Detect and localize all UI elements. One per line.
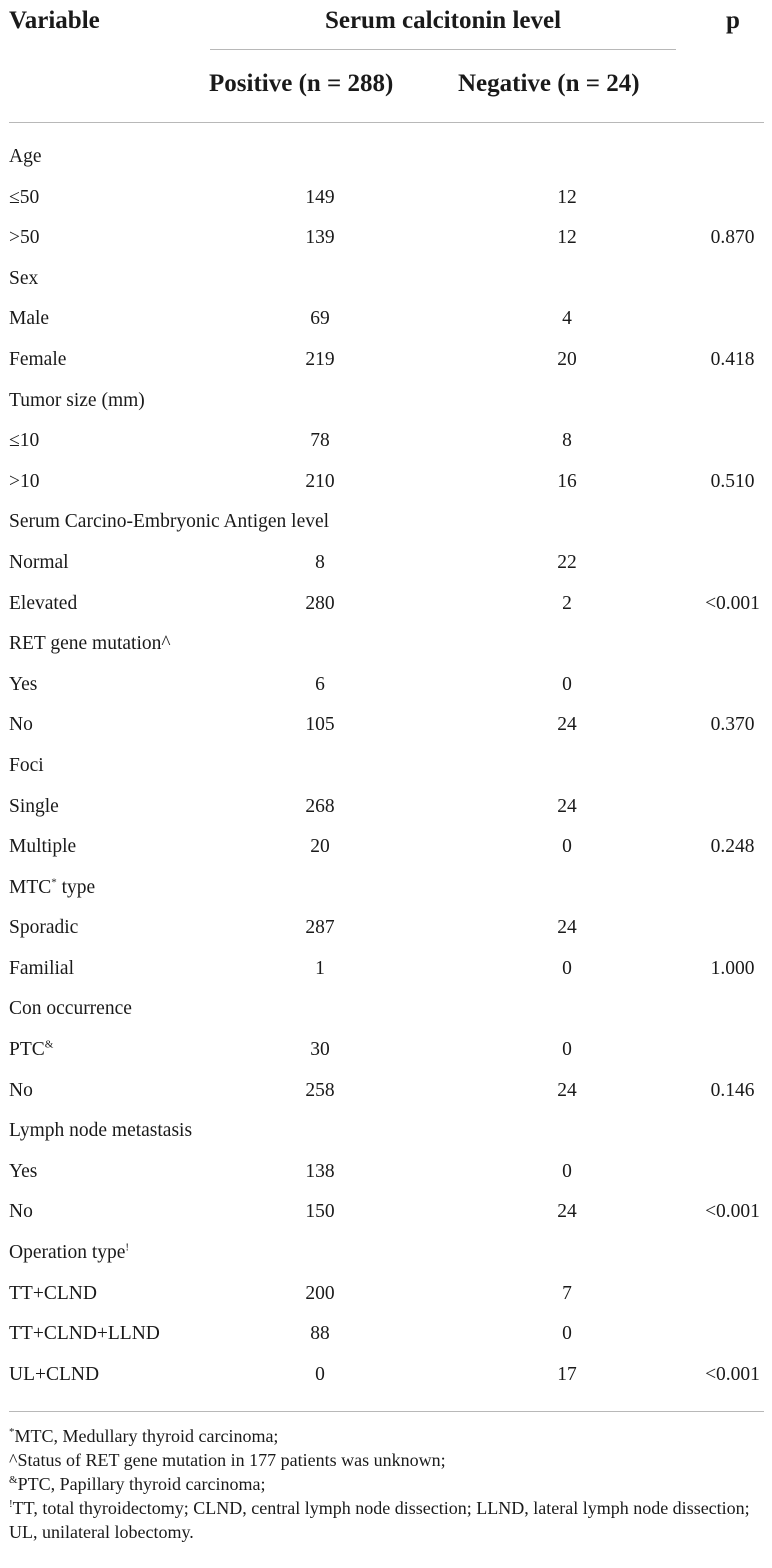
p-value: 0.248 xyxy=(710,836,755,858)
p-value: <0.001 xyxy=(705,1363,760,1385)
table-row xyxy=(0,1151,772,1192)
row-label xyxy=(9,1160,37,1184)
row-label xyxy=(9,754,44,778)
table-row xyxy=(0,664,772,705)
table-row xyxy=(0,461,772,502)
header-positive: Positive (n = 288) xyxy=(209,70,394,97)
positive-count: 1 xyxy=(315,957,325,979)
row-label xyxy=(9,795,59,819)
table-row xyxy=(0,1029,772,1070)
table-row xyxy=(0,258,772,299)
row-label xyxy=(9,673,37,697)
row-label-text: Tumor size (mm) xyxy=(9,389,145,411)
row-label xyxy=(9,997,132,1021)
footnote-marker: ! xyxy=(9,1498,13,1510)
row-label-text: Lymph node metastasis xyxy=(9,1120,193,1142)
table-row xyxy=(0,501,772,542)
p-value: 0.870 xyxy=(710,227,755,249)
footnote xyxy=(9,1424,767,1448)
negative-count: 0 xyxy=(562,1323,572,1345)
row-label-text: TT+CLND xyxy=(9,1282,97,1304)
row-label-text: RET gene mutation^ xyxy=(9,633,171,655)
footnote xyxy=(9,1472,767,1496)
positive-count: 139 xyxy=(305,227,335,249)
row-label-text: Serum Carcino-Embryonic Antigen level xyxy=(9,511,330,533)
row-label xyxy=(9,348,66,372)
row-label xyxy=(9,1200,33,1224)
table-row xyxy=(0,1110,772,1151)
row-label xyxy=(9,1241,129,1265)
positive-count: 287 xyxy=(305,917,335,939)
p-value: <0.001 xyxy=(705,592,760,614)
row-label-text: ≤10 xyxy=(9,430,40,452)
negative-count: 0 xyxy=(562,673,572,695)
row-label-text: Elevated xyxy=(9,592,78,614)
table-row xyxy=(0,988,772,1029)
table-row xyxy=(0,948,772,989)
table-body xyxy=(0,136,772,1394)
footnote-marker: & xyxy=(9,1474,18,1486)
table-row xyxy=(0,136,772,177)
positive-count: 210 xyxy=(305,470,335,492)
positive-count: 6 xyxy=(315,673,325,695)
negative-count: 2 xyxy=(562,592,572,614)
negative-count: 17 xyxy=(557,1363,577,1385)
row-label-text: Yes xyxy=(9,1160,38,1182)
positive-count: 8 xyxy=(315,551,325,573)
footnote xyxy=(9,1448,767,1472)
header-divider xyxy=(9,122,764,123)
header-negative: Negative (n = 24) xyxy=(458,70,640,97)
row-label xyxy=(9,307,49,331)
footnote-text: MTC, Medullary thyroid carcinoma; xyxy=(14,1426,279,1446)
row-label xyxy=(9,551,69,575)
negative-count: 0 xyxy=(562,1039,572,1061)
footnote-text: Status of RET gene mutation in 177 patients was unknown; xyxy=(17,1450,446,1470)
footnote-marker: ^ xyxy=(9,1450,18,1470)
table-row xyxy=(0,826,772,867)
positive-count: 69 xyxy=(310,308,330,330)
row-label-text: MTC xyxy=(9,876,52,898)
positive-count: 280 xyxy=(305,592,335,614)
negative-count: 8 xyxy=(562,430,572,452)
negative-count: 22 xyxy=(557,551,577,573)
row-label-text: UL+CLND xyxy=(9,1363,100,1385)
negative-count: 0 xyxy=(562,836,572,858)
negative-count: 0 xyxy=(562,957,572,979)
negative-count: 24 xyxy=(557,917,577,939)
row-label-text: Single xyxy=(9,795,59,817)
row-label xyxy=(9,632,171,656)
row-label xyxy=(9,835,76,859)
positive-count: 78 xyxy=(310,430,330,452)
row-label xyxy=(9,510,329,534)
row-label-suffix: type xyxy=(56,876,96,898)
row-label xyxy=(9,429,39,453)
positive-count: 138 xyxy=(305,1160,335,1182)
row-label-text: Normal xyxy=(9,551,69,573)
row-label-text: >10 xyxy=(9,470,40,492)
table-row xyxy=(0,623,772,664)
table-row xyxy=(0,1313,772,1354)
table-row xyxy=(0,867,772,908)
table-row xyxy=(0,339,772,380)
table-row xyxy=(0,420,772,461)
table-row xyxy=(0,1232,772,1273)
p-value: 0.418 xyxy=(710,348,755,370)
header-p: p xyxy=(726,7,740,34)
row-label xyxy=(9,1079,33,1103)
row-label xyxy=(9,1363,99,1387)
row-label-text: Age xyxy=(9,146,42,167)
negative-count: 16 xyxy=(557,470,577,492)
row-label xyxy=(9,713,33,737)
footnote xyxy=(9,1496,767,1544)
row-label xyxy=(9,1282,97,1306)
row-label-text: Familial xyxy=(9,957,74,979)
row-label-text: Con occurrence xyxy=(9,998,132,1020)
positive-count: 268 xyxy=(305,795,335,817)
table-row xyxy=(0,1070,772,1111)
table-row xyxy=(0,298,772,339)
row-label-text: No xyxy=(9,1201,33,1223)
positive-count: 258 xyxy=(305,1079,335,1101)
row-label-text: Sporadic xyxy=(9,917,79,939)
row-label-text: >50 xyxy=(9,227,40,249)
row-label xyxy=(9,592,77,616)
table-row xyxy=(0,745,772,786)
row-label-text: Sex xyxy=(9,267,39,289)
row-label-text: Male xyxy=(9,308,50,330)
row-label-text: Female xyxy=(9,348,67,370)
footnotes xyxy=(9,1424,767,1544)
table-row xyxy=(0,704,772,745)
p-value: 1.000 xyxy=(710,957,755,979)
table-row xyxy=(0,1191,772,1232)
positive-count: 0 xyxy=(315,1363,325,1385)
row-label xyxy=(9,916,78,940)
table-row xyxy=(0,380,772,421)
negative-count: 20 xyxy=(557,348,577,370)
footnote-marker: * xyxy=(9,1426,15,1438)
p-value: 0.146 xyxy=(710,1079,755,1101)
table-row xyxy=(0,1354,772,1395)
table-row xyxy=(0,1273,772,1314)
negative-count: 4 xyxy=(562,308,572,330)
row-label-sup: * xyxy=(51,876,57,889)
row-label xyxy=(9,470,40,494)
row-label-sup: & xyxy=(44,1038,54,1051)
positive-count: 88 xyxy=(310,1323,330,1345)
p-value: <0.001 xyxy=(705,1201,760,1223)
p-value: 0.510 xyxy=(710,470,755,492)
table-row xyxy=(0,907,772,948)
table-row xyxy=(0,583,772,624)
row-label xyxy=(9,1322,160,1346)
footnote-text: PTC, Papillary thyroid carcinoma; xyxy=(17,1474,266,1494)
positive-count: 200 xyxy=(305,1282,335,1304)
row-label xyxy=(9,226,40,250)
row-label-sup: ! xyxy=(125,1241,130,1254)
header-variable: Variable xyxy=(9,7,100,34)
negative-count: 12 xyxy=(557,186,577,208)
footnote-text: TT, total thyroidectomy; CLND, central lymph node dissection; LLND, lateral lymph node dissection; UL, unilateral lobectomy. xyxy=(9,1498,750,1542)
row-label-text: PTC xyxy=(9,1039,45,1061)
row-label xyxy=(9,389,145,413)
row-label xyxy=(9,957,74,981)
row-label xyxy=(9,1038,53,1062)
positive-count: 105 xyxy=(305,714,335,736)
negative-count: 24 xyxy=(557,795,577,817)
negative-count: 7 xyxy=(562,1282,572,1304)
row-label-text: ≤50 xyxy=(9,186,40,208)
row-label-text: Yes xyxy=(9,673,38,695)
group-divider xyxy=(210,49,676,50)
negative-count: 24 xyxy=(557,1079,577,1101)
row-label xyxy=(9,145,42,169)
negative-count: 24 xyxy=(557,1201,577,1223)
positive-count: 219 xyxy=(305,348,335,370)
row-label-text: No xyxy=(9,714,33,736)
negative-count: 12 xyxy=(557,227,577,249)
table-row xyxy=(0,217,772,258)
footer-divider xyxy=(9,1411,764,1412)
table-row xyxy=(0,542,772,583)
table-row xyxy=(0,786,772,827)
row-label-text: TT+CLND+LLND xyxy=(9,1323,160,1345)
positive-count: 149 xyxy=(305,186,335,208)
negative-count: 0 xyxy=(562,1160,572,1182)
row-label xyxy=(9,186,39,210)
header-group: Serum calcitonin level xyxy=(324,7,562,34)
p-value: 0.370 xyxy=(710,714,755,736)
table-row xyxy=(0,177,772,218)
positive-count: 150 xyxy=(305,1201,335,1223)
row-label-text: Multiple xyxy=(9,836,77,858)
row-label-text: No xyxy=(9,1079,33,1101)
row-label-text: Foci xyxy=(9,754,44,776)
negative-count: 24 xyxy=(557,714,577,736)
row-label-text: Operation type xyxy=(9,1242,126,1264)
positive-count: 30 xyxy=(310,1039,330,1061)
row-label xyxy=(9,1119,192,1143)
row-label xyxy=(9,876,95,900)
row-label xyxy=(9,267,38,291)
positive-count: 20 xyxy=(310,836,330,858)
